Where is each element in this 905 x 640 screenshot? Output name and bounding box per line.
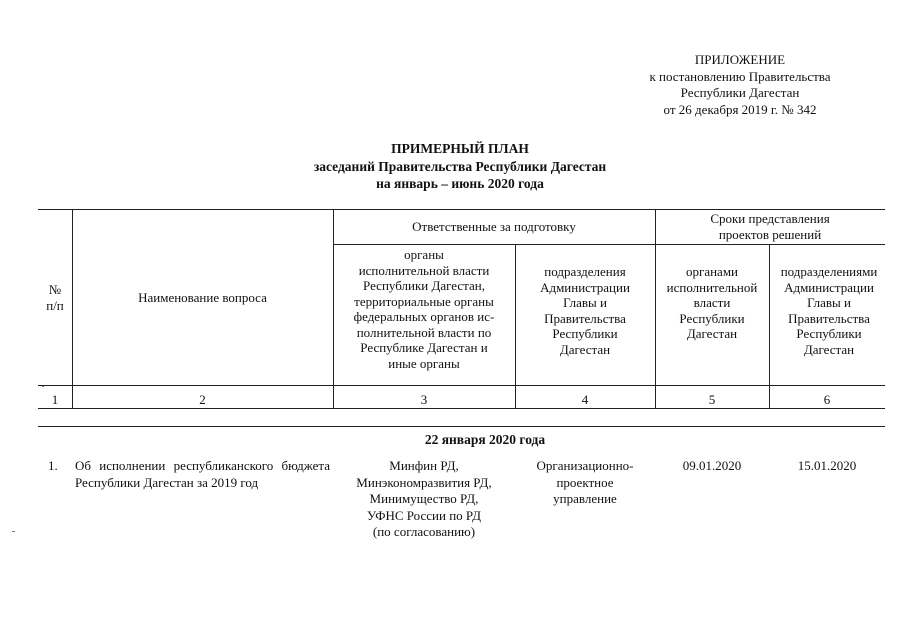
- scan-speck: [12, 531, 15, 532]
- document-title: [210, 140, 710, 193]
- row-question: Об исполнении республиканского бюджета Республики Дагестан за 2019 год: [75, 458, 330, 490]
- header-text: исполнительной: [666, 279, 758, 295]
- title-line: ПРИМЕРНЫЙ ПЛАН: [391, 141, 529, 156]
- row-text-line: Минэкономразвития РД,: [356, 474, 492, 490]
- header-col-number: [38, 282, 72, 313]
- header-text: Сроки представления: [710, 211, 830, 226]
- appendix-title: ПРИЛОЖЕНИЕ: [694, 52, 786, 67]
- header-text: Администрации: [784, 279, 874, 295]
- table-subheader-border: [333, 244, 885, 245]
- header-text: подразделения: [544, 264, 626, 279]
- header-text: Дагестан: [803, 341, 855, 357]
- row-deadline-divisions: 15.01.2020: [797, 458, 857, 473]
- row-deadline-bodies: 09.01.2020: [682, 458, 742, 473]
- table-header-bottom-border: [38, 385, 885, 386]
- header-text: Наименование вопроса: [138, 290, 267, 305]
- appendix-line: к постановлению Правительства: [649, 68, 831, 84]
- header-text: Ответственные за подготовку: [412, 219, 576, 234]
- header-col-question: [72, 290, 333, 306]
- row-text-line: Организационно-: [536, 458, 634, 473]
- title-line: заседаний Правительства Республики Дагестан: [313, 158, 607, 174]
- header-text: Республики: [552, 326, 618, 341]
- header-text: Республики Дагестан,: [363, 278, 485, 293]
- table-numbers-bottom-border: [38, 408, 885, 409]
- header-text: органами: [685, 264, 738, 279]
- header-text: Республике Дагестан и: [360, 340, 488, 355]
- column-number: 5: [708, 392, 716, 407]
- header-text: п/п: [46, 297, 64, 313]
- appendix-block: [600, 52, 880, 118]
- row-responsible-bodies: [333, 458, 515, 541]
- row-text-line: УФНС России по РД: [366, 507, 482, 523]
- header-text: Правительства: [544, 310, 626, 326]
- column-number: 6: [823, 392, 831, 407]
- header-text: иные органы: [388, 355, 460, 371]
- header-text: Дагестан: [686, 326, 738, 341]
- column-divider: [72, 209, 73, 408]
- header-text: Администрации: [540, 279, 630, 295]
- column-number: 3: [420, 392, 428, 407]
- header-text: власти: [693, 295, 731, 310]
- row-text-line: Минимущество РД,: [369, 491, 479, 506]
- header-col-responsible-divisions: [515, 264, 655, 357]
- column-number: 1: [51, 392, 59, 407]
- header-group-responsible: [333, 219, 655, 235]
- appendix-line: Республики Дагестан: [680, 85, 800, 100]
- table-section-border: [38, 426, 885, 427]
- header-text: подразделениями: [780, 264, 878, 279]
- header-text: Дагестан: [559, 341, 611, 357]
- header-text: территориальные органы: [354, 293, 494, 309]
- header-text: Республики: [679, 310, 745, 326]
- title-line: на январь – июнь 2020 года: [376, 176, 544, 191]
- header-text: Главы и: [563, 295, 607, 310]
- column-number: 4: [581, 392, 589, 407]
- header-text: Главы и: [807, 295, 851, 310]
- header-text: проектов решений: [718, 226, 822, 242]
- header-text: федеральных органов ис-: [353, 309, 495, 324]
- header-col-deadline-bodies: [655, 264, 769, 342]
- appendix-date: от 26 декабря 2019 г. № 342: [663, 101, 817, 117]
- header-text: исполнительной власти: [358, 262, 490, 278]
- row-text-line: проектное: [556, 474, 614, 490]
- header-col-responsible-bodies: [333, 247, 515, 371]
- header-text: органы: [404, 247, 444, 262]
- row-text-line: управление: [553, 491, 617, 506]
- column-number: 2: [199, 392, 206, 407]
- scan-speck: [42, 386, 44, 387]
- section-date-heading: 22 января 2020 года: [424, 432, 546, 447]
- header-col-deadline-divisions: [769, 264, 889, 357]
- header-group-deadlines: [655, 211, 885, 242]
- header-text: полнительной власти по: [356, 324, 492, 340]
- row-responsible-divisions: [515, 458, 655, 508]
- table-top-border: [38, 209, 885, 210]
- row-text-line: Минфин РД,: [389, 458, 459, 473]
- row-text-line: (по согласованию): [372, 524, 476, 539]
- header-text: Правительства: [788, 310, 870, 326]
- header-text: №: [48, 282, 62, 297]
- header-text: Республики: [796, 326, 862, 341]
- row-number: 1.: [48, 458, 58, 473]
